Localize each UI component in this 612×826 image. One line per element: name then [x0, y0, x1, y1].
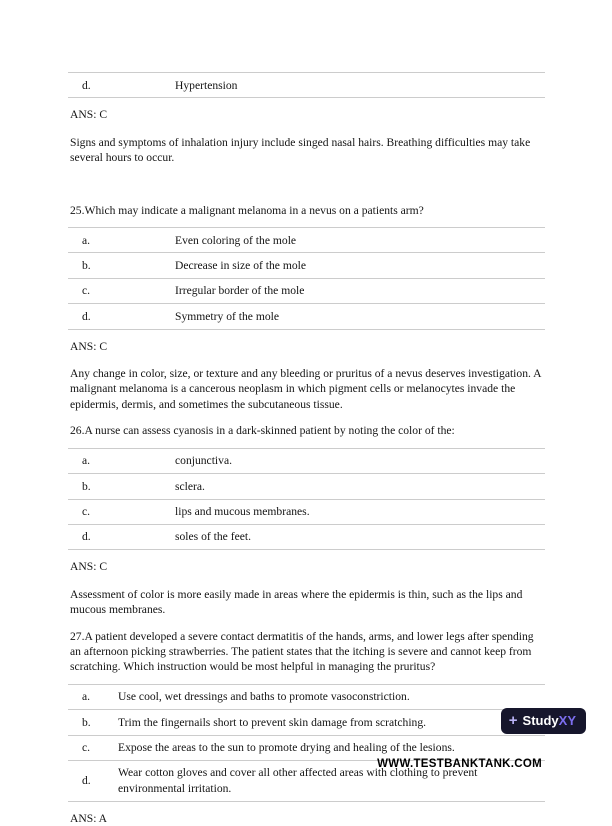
- option-row: [68, 278, 545, 303]
- rationale: Assessment of color is more easily made in areas where the epidermis is thin, such as the lips and mucous membranes.: [70, 587, 523, 617]
- option-row: [68, 252, 545, 277]
- studyxy-badge: [501, 708, 586, 734]
- logo-text: [523, 712, 576, 729]
- option-table: [68, 448, 545, 551]
- question-stem: [70, 629, 545, 675]
- question-text: Which may indicate a malignant melanoma in a nevus on a patients arm?: [84, 203, 424, 217]
- option-row: [68, 72, 545, 97]
- option-letter: d.: [82, 530, 91, 544]
- option-letter: b.: [82, 479, 91, 493]
- site-url: WWW.TESTBANKTANK.COM: [377, 758, 542, 770]
- question-stem: [70, 423, 545, 438]
- option-row: [68, 524, 545, 549]
- option-text: conjunctiva.: [175, 454, 232, 468]
- question-text: A nurse can assess cyanosis in a dark-skinned patient by noting the color of the:: [84, 424, 455, 438]
- option-letter: d.: [82, 78, 91, 92]
- option-table: [68, 227, 545, 330]
- option-letter: c.: [82, 741, 91, 755]
- plus-icon: +: [508, 712, 518, 730]
- option-text: Decrease in size of the mole: [175, 258, 307, 272]
- option-row: [68, 227, 545, 252]
- answer-line: ANS: A: [70, 811, 108, 825]
- logo-xy-text: XY: [558, 713, 576, 728]
- rationale: Signs and symptoms of inhalation injury include singed nasal hairs. Breathing difficulties may take several hours to occur.: [70, 135, 531, 165]
- option-text: Hypertension: [175, 78, 238, 92]
- option-text: Trim the fingernails short to prevent skin damage from scratching.: [118, 715, 427, 729]
- option-row: [68, 499, 545, 524]
- option-text: Expose the areas to the sun to promote drying and healing of the lesions.: [118, 741, 455, 755]
- option-row: [68, 303, 545, 328]
- option-letter: b.: [82, 715, 91, 729]
- option-row: [68, 473, 545, 498]
- question-number: 26.: [70, 424, 85, 438]
- option-letter: c.: [82, 284, 91, 298]
- option-text: Wear cotton gloves and cover all other affected areas with clothing to prevent environmental irritation.: [118, 766, 478, 795]
- option-letter: c.: [82, 505, 91, 518]
- option-table: [68, 684, 545, 802]
- rationale: Any change in color, size, or texture and any bleeding or pruritus of a nevus deserves investigation. A malignant melanoma is a cancerous neoplasm in which pigment cells or melanocytes invade the epidermis, dermis, and sometimes the subcutaneous tissue.: [70, 367, 541, 411]
- option-letter: a.: [82, 690, 91, 704]
- option-letter: d.: [82, 309, 91, 323]
- answer-line: ANS: C: [70, 108, 108, 122]
- logo-study-text: Study: [522, 713, 559, 728]
- option-text: soles of the feet.: [175, 530, 251, 544]
- question-number: 25.: [70, 203, 85, 217]
- option-letter: a.: [82, 233, 91, 247]
- top-option-table: [68, 72, 545, 98]
- answer-line: ANS: C: [70, 339, 108, 353]
- option-text: Use cool, wet dressings and baths to promote vasoconstriction.: [118, 690, 410, 704]
- question-number: 27.: [70, 629, 85, 643]
- question-stem: [70, 203, 545, 218]
- option-letter: a.: [82, 454, 91, 468]
- option-row: [68, 709, 545, 734]
- answer-line: ANS: C: [70, 560, 108, 574]
- option-text: Even coloring of the mole: [175, 233, 297, 247]
- option-text: lips and mucous membranes.: [175, 505, 310, 518]
- option-text: Irregular border of the mole: [175, 284, 305, 298]
- question-text: A patient developed a severe contact dermatitis of the hands, arms, and lower legs after spending an afternoon picking strawberries. The patient states that the itching is severe and cannot keep from scratching. Which instruction would be most helpful in managing the pruritus?: [70, 629, 534, 674]
- option-row: [68, 684, 545, 709]
- option-letter: d.: [82, 774, 91, 788]
- option-letter: b.: [82, 258, 91, 272]
- option-text: Symmetry of the mole: [175, 309, 280, 323]
- option-row: [68, 448, 545, 473]
- option-text: sclera.: [175, 479, 205, 493]
